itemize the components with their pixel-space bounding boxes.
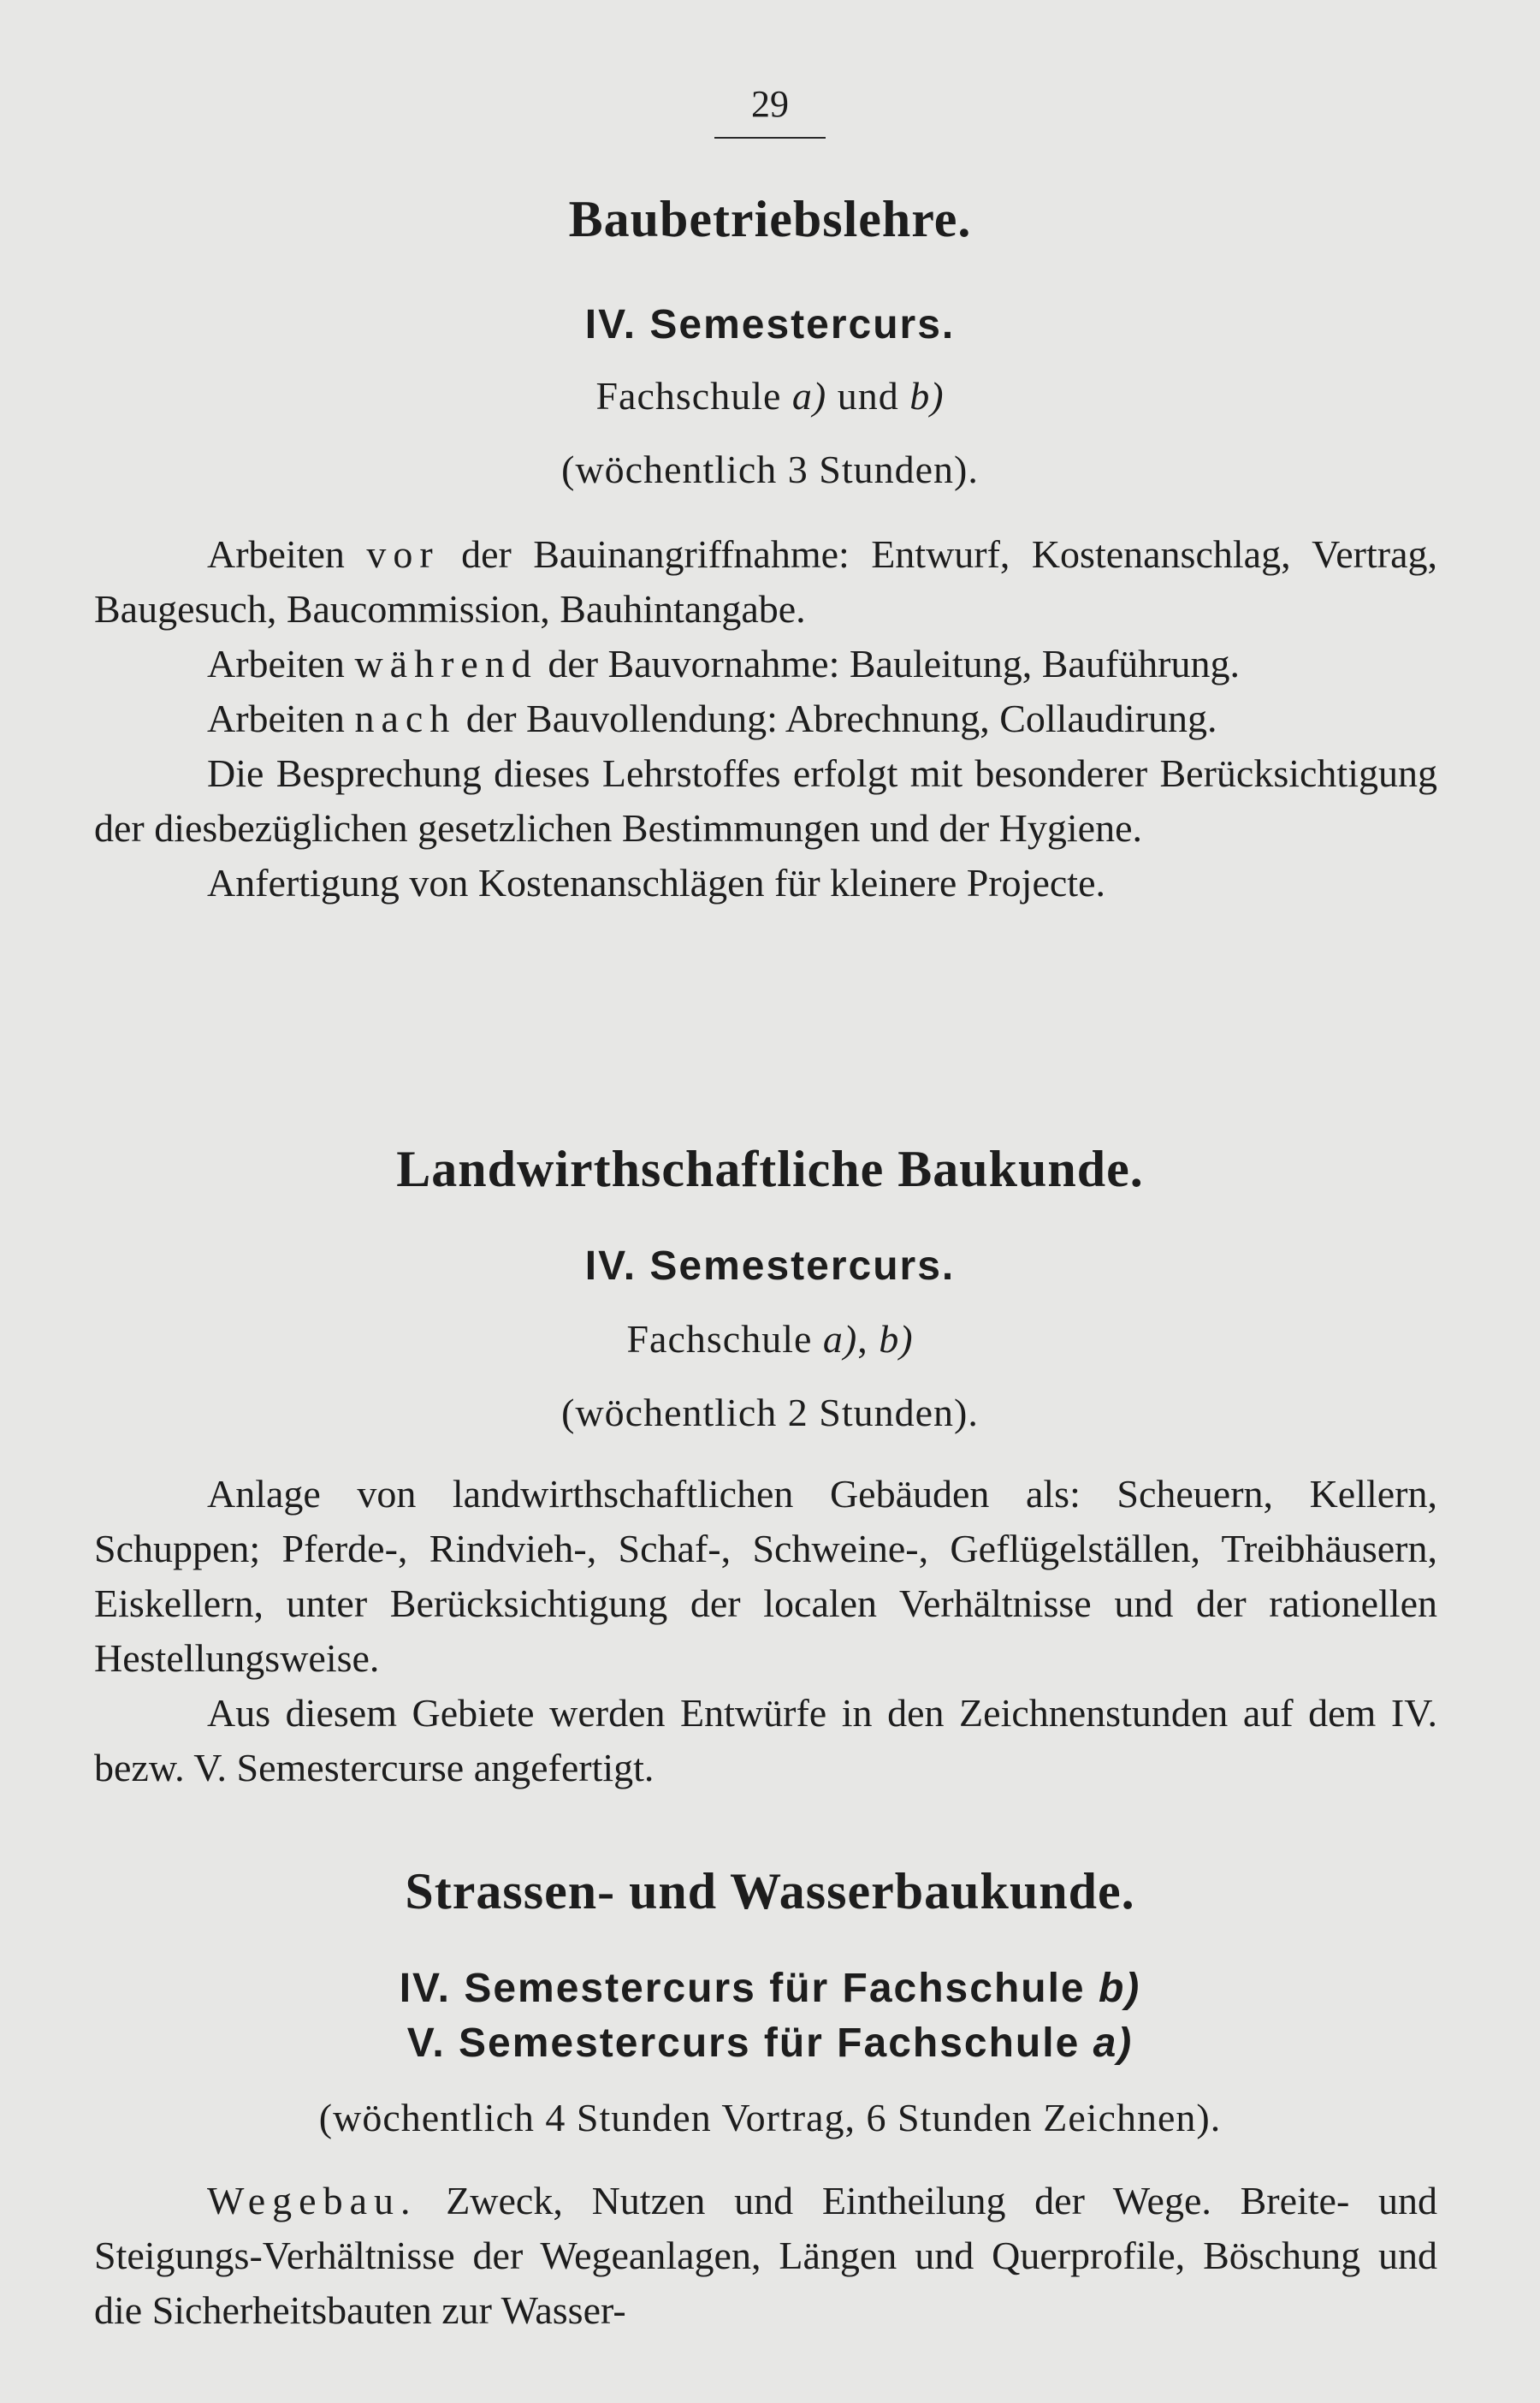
paragraph: Wegebau. Zweck, Nutzen und Eintheilung der Wege. Breite- und Steigungs-Verhältnisse der Wegeanlagen, Längen und Querprofile, Böschung und die Sicherheitsbauten zur Wasser- [94,2179,1437,2332]
section-title-landwirthschaftliche-baukunde: Landwirthschaftliche Baukunde. [396,1141,1144,1197]
hours-line: (wöchentlich 4 Stunden Vortrag, 6 Stunden Zeichnen). [318,2096,1222,2139]
section-body [94,527,1437,911]
hours-line: (wöchentlich 3 Stunden). [561,448,979,491]
hours-line: (wöchentlich 2 Stunden). [561,1391,979,1434]
section-body [94,2174,1437,2338]
school-line: Fachschule a) und b) [595,374,945,418]
page-number-rule [714,137,826,139]
semester-heading: IV. Semestercurs. [584,1243,956,1289]
paragraph: Die Besprechung dieses Lehrstoffes erfolgt mit besonderer Berücksichtigung der diesbezüglichen gesetzlichen Bestimmungen und der Hygiene. [94,751,1437,850]
semester-heading: IV. Semestercurs. [584,302,956,347]
paragraph: Arbeiten vor der Bauinangriffnahme: Entwurf, Kostenanschlag, Vertrag, Baugesuch, Baucommission, Bauhintangabe. [94,532,1438,631]
page-number: 29 [751,83,789,125]
section-body [94,1467,1437,1795]
section-title-strassen-und-wasserbaukunde: Strassen- und Wasserbaukunde. [405,1863,1135,1919]
paragraph: Arbeiten nach der Bauvollendung: Abrechnung, Collaudirung. [207,697,1217,740]
paragraph: Aus diesem Gebiete werden Entwürfe in den Zeichnenstunden auf dem IV. bezw. V. Semestercurse angefertigt. [94,1691,1437,1789]
section-title-baubetriebslehre: Baubetriebslehre. [568,191,972,247]
paragraph: Anfertigung von Kostenanschlägen für kleinere Projecte. [207,861,1105,905]
semester-heading: V. Semestercurs für Fachschule a) [406,2020,1134,2066]
paragraph: Anlage von landwirthschaftlichen Gebäuden als: Scheuern, Kellern, Schuppen; Pferde-, Rindvieh-, Schaf-, Schweine-, Geflügelställen, Treibhäusern, Eiskellern, unter Berücksichtigung der localen Verhältnisse und der rationellen Hestellungsweise. [94,1472,1437,1680]
paragraph: Arbeiten während der Bauvornahme: Bauleitung, Bauführung. [207,642,1240,685]
school-line: Fachschule a), b) [626,1317,914,1361]
semester-heading: IV. Semestercurs für Fachschule b) [399,1966,1141,2011]
